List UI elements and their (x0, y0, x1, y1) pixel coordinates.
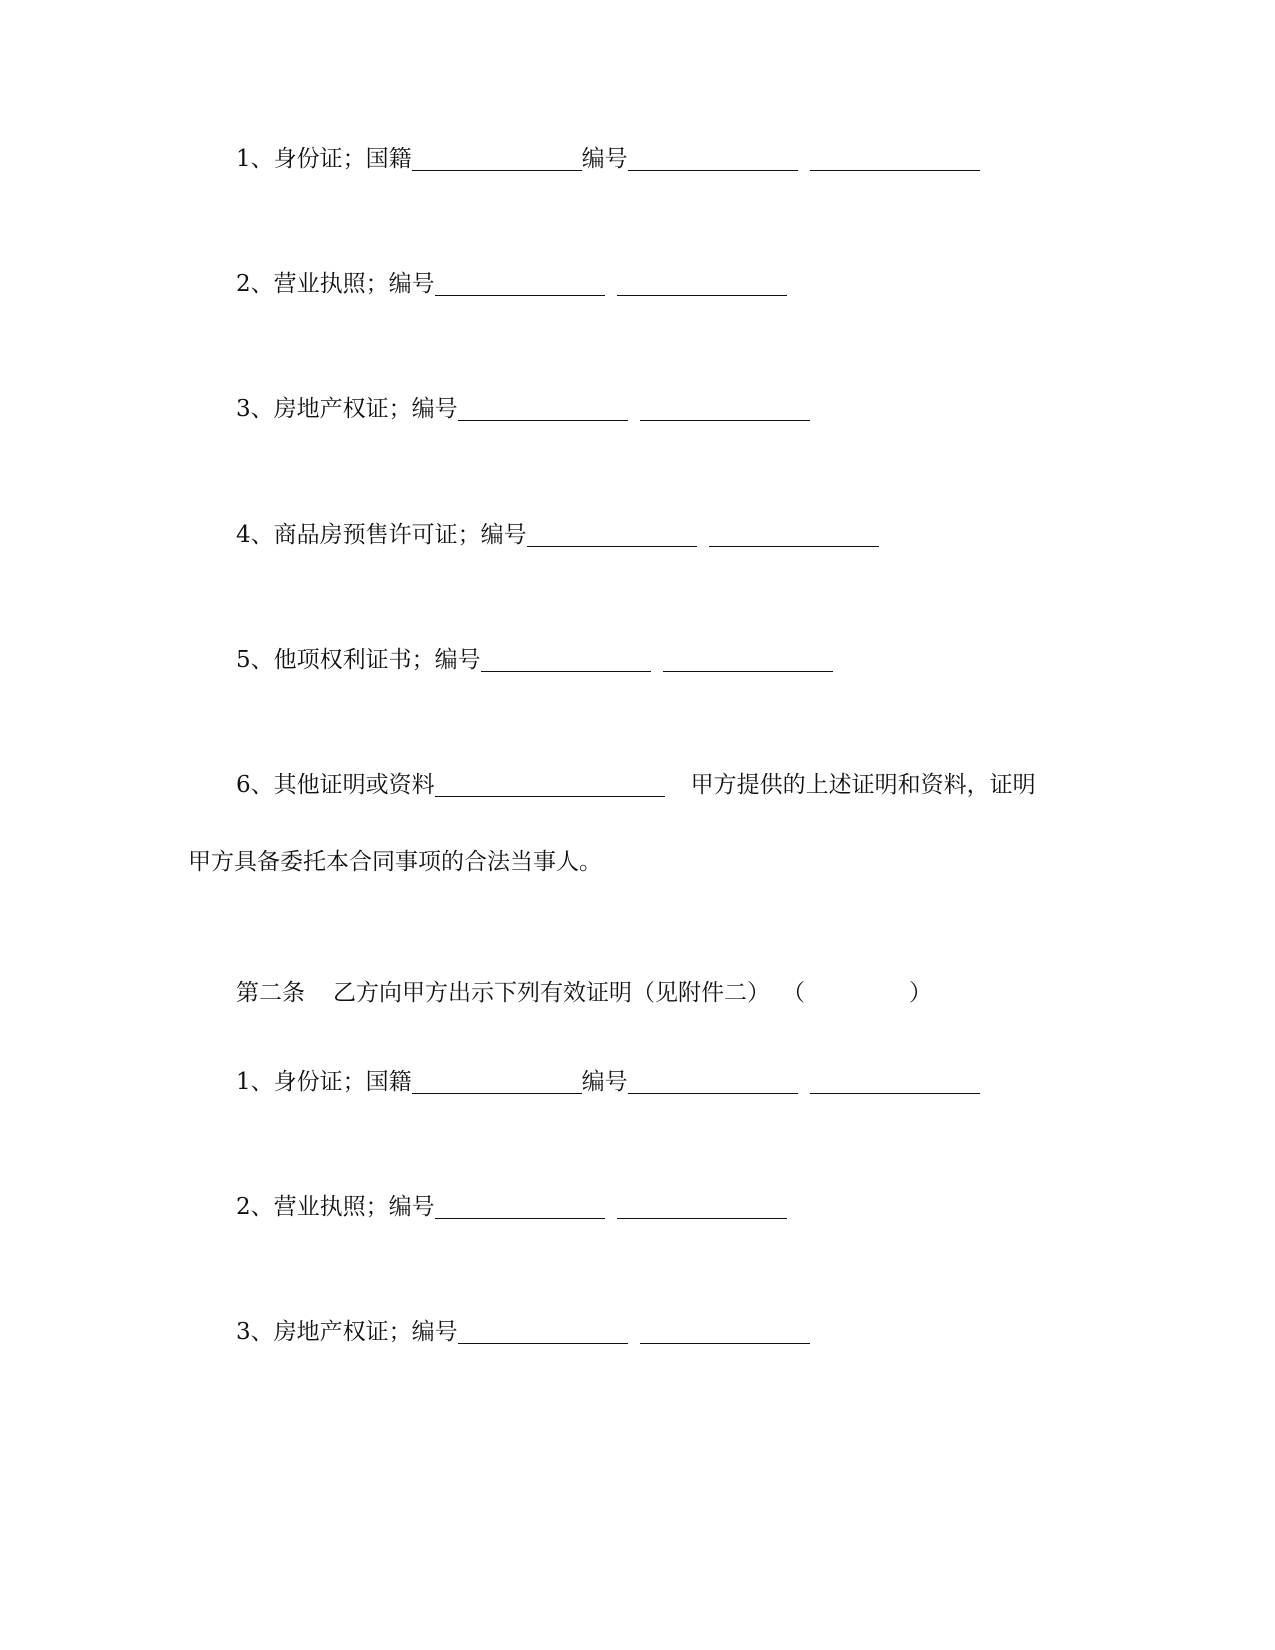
id-number-blank-2[interactable] (810, 146, 980, 171)
b-business-license-blank-1[interactable] (435, 1194, 605, 1219)
property-cert-blank-2[interactable] (640, 396, 810, 421)
a-item-presale-permit-label: 4、商品房预售许可证；编号 (236, 522, 527, 548)
a-item-id-card (236, 142, 980, 176)
article-2-heading (236, 976, 932, 1010)
b-item-id-card-label: 1、身份证；国籍 (236, 1069, 412, 1095)
b-business-license-blank-2[interactable] (617, 1194, 787, 1219)
b-id-number-blank-2[interactable] (810, 1069, 980, 1094)
b-property-cert-blank-1[interactable] (458, 1319, 628, 1344)
b-item-business-license-label: 2、营业执照；编号 (236, 1194, 435, 1220)
article-2-paren-close: ） (909, 980, 932, 1006)
a-item-id-card-number-label: 编号 (581, 146, 628, 172)
b-id-number-blank-1[interactable] (628, 1069, 798, 1094)
b-item-business-license (236, 1190, 787, 1224)
business-license-blank-2[interactable] (617, 271, 787, 296)
other-docs-blank[interactable] (435, 772, 665, 797)
id-number-blank-1[interactable] (628, 146, 798, 171)
other-rights-blank-2[interactable] (663, 647, 833, 672)
a-item-business-license (236, 267, 787, 301)
a-item-property-cert-label: 3、房地产权证；编号 (236, 396, 458, 422)
nationality-blank[interactable] (412, 146, 582, 171)
a-item-other-docs (236, 768, 1036, 802)
b-nationality-blank[interactable] (412, 1069, 582, 1094)
b-item-property-cert (236, 1315, 810, 1349)
a-item-other-docs-cont-text: 甲方具备委托本合同事项的合法当事人。 (188, 849, 602, 875)
b-item-id-card-number-label: 编号 (581, 1069, 628, 1095)
a-item-other-rights-cert-label: 5、他项权利证书；编号 (236, 647, 481, 673)
other-rights-blank-1[interactable] (481, 647, 651, 672)
a-item-presale-permit (236, 518, 879, 552)
property-cert-blank-1[interactable] (458, 396, 628, 421)
article-2-text: 乙方向甲方出示下列有效证明（见附件二） (333, 980, 770, 1006)
a-item-other-docs-label: 6、其他证明或资料 (236, 772, 435, 798)
a-item-business-license-label: 2、营业执照；编号 (236, 271, 435, 297)
a-item-other-rights-cert (236, 643, 833, 677)
presale-permit-blank-2[interactable] (709, 522, 879, 547)
b-property-cert-blank-2[interactable] (640, 1319, 810, 1344)
a-item-property-cert (236, 392, 810, 426)
presale-permit-blank-1[interactable] (527, 522, 697, 547)
a-item-other-docs-tail: 甲方提供的上述证明和资料，证明 (690, 772, 1036, 798)
b-item-property-cert-label: 3、房地产权证；编号 (236, 1319, 458, 1345)
article-2-paren-open: （ (782, 980, 805, 1006)
b-item-id-card (236, 1065, 980, 1099)
article-2-title: 第二条 (236, 980, 305, 1006)
a-item-id-card-label: 1、身份证；国籍 (236, 146, 412, 172)
a-item-other-docs-continuation (188, 845, 602, 879)
business-license-blank-1[interactable] (435, 271, 605, 296)
